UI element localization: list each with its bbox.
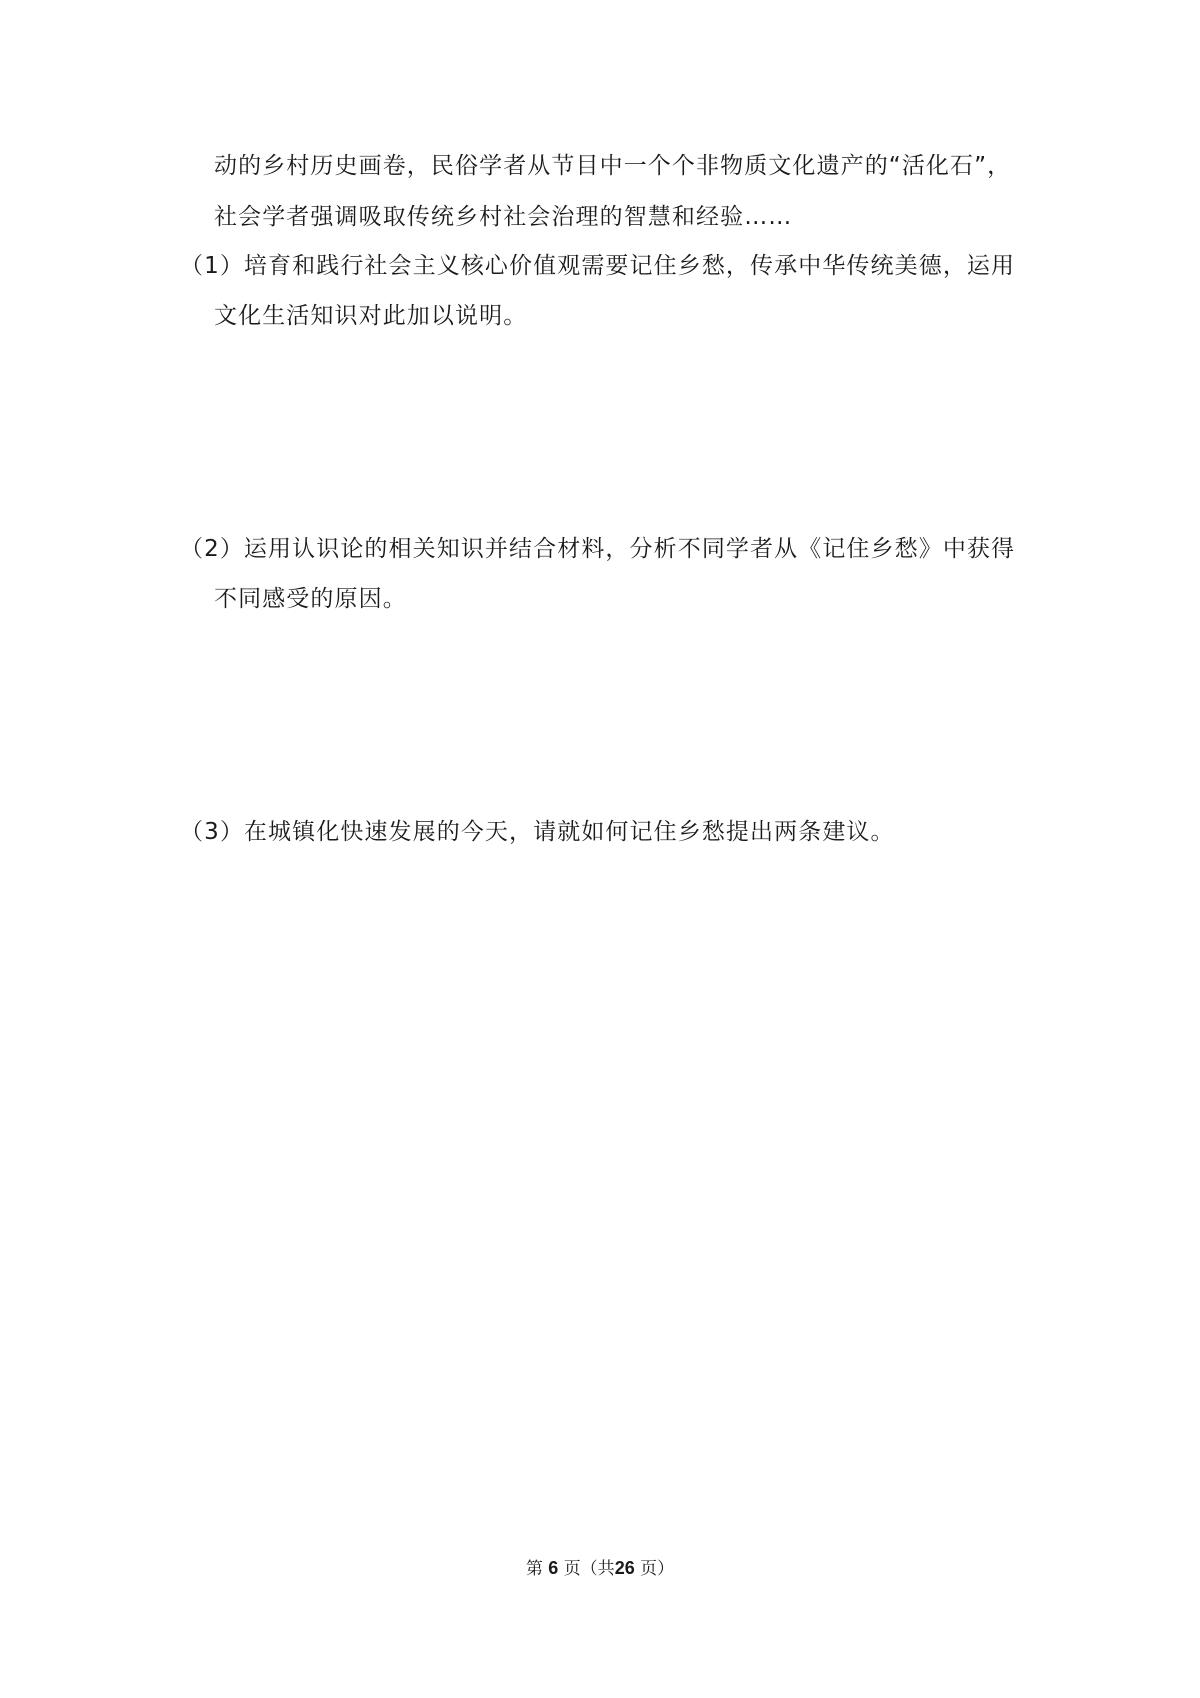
page-footer: [0, 1557, 1200, 1580]
footer-middle: 页（共: [563, 1559, 615, 1579]
question-1-line-1: （1）培育和践行社会主义核心价值观需要记住乡愁，传承中华传统美德，运用: [180, 253, 1016, 279]
question-3-line-1: （3）在城镇化快速发展的今天，请就如何记住乡愁提出两条建议。: [180, 819, 895, 845]
footer-total-pages: 26: [614, 1558, 635, 1578]
material-text-line-2: 社会学者强调吸取传统乡村社会治理的智慧和经验……: [214, 204, 793, 230]
footer-suffix: 页）: [640, 1559, 675, 1579]
question-2-line-2: 不同感受的原因。: [214, 586, 407, 612]
question-1-line-2: 文化生活知识对此加以说明。: [214, 303, 528, 329]
material-text-line-1: 动的乡村历史画卷，民俗学者从节目中一个个非物质文化遗产的“活化石”，: [214, 153, 1012, 179]
question-2-line-1: （2）运用认识论的相关知识并结合材料，分析不同学者从《记住乡愁》中获得: [180, 536, 1016, 562]
footer-prefix: 第: [525, 1559, 543, 1579]
footer-page-number: 6: [548, 1558, 559, 1578]
